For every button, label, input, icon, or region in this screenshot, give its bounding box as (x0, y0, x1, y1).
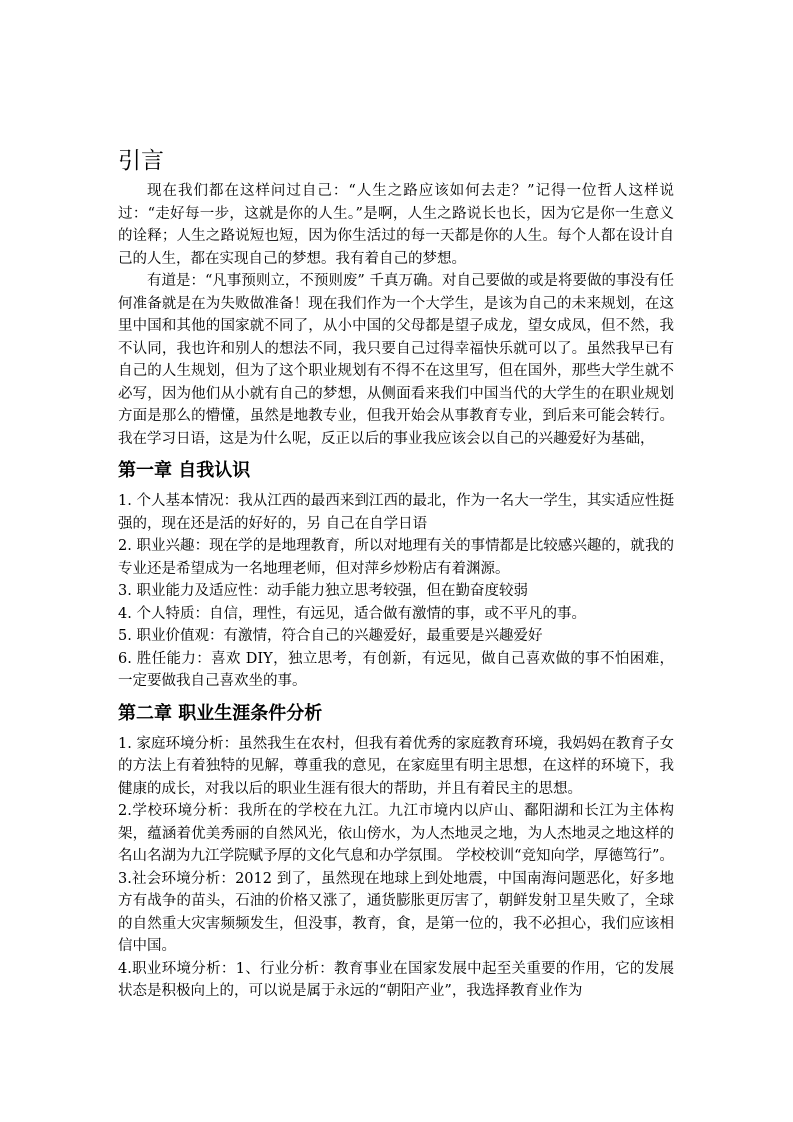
chapter-2-item: 4.职业环境分析：1、行业分析：教育事业在国家发展中起至关重要的作用，它的发展状态是积极向上的，可以说是属于永远的“朝阳产业”，我选择教育业作为 (118, 960, 674, 999)
document-body (118, 146, 674, 1003)
chapter-1-item: 3. 职业能力及适应性：动手能力独立思考较强，但在勤奋度较弱 (118, 583, 528, 599)
chapter-1-item: 2. 职业兴趣：现在学的是地理教育，所以对地理有关的事情都是比较感兴趣的，就我的专业还是希望成为一名地理老师，但对萍乡炒粉店有着渊源。 (118, 538, 674, 577)
chapter-1-heading: 第一章 自我认识 (118, 460, 251, 481)
intro-paragraph: 现在我们都在这样问过自己：“人生之路应该如何去走？”记得一位哲人这样说过：“走好每一步，这就是你的人生。”是啊，人生之路说长也长，因为它是你一生意义的诠释；人生之路说短也短，因为你生活过的每一天都是你的人生。每个人都在设计自己的人生，都在实现自己的梦想。我有着自己的梦想。 (118, 183, 674, 267)
chapter-2-item: 3.社会环境分析：2012 到了，虽然现在地球上到处地震，中国南海问题恶化，好多地方有战争的苗头，石油的价格又涨了，通货膨胀更厉害了，朝鲜发射卫星失败了，全球的自然重大灾害频频发生，但没事，教育，食，是第一位的，我不必担心，我们应该相信中国。 (118, 870, 674, 954)
chapter-2-item: 2.学校环境分析：我所在的学校在九江。九江市境内以庐山、鄱阳湖和长江为主体构架，蕴涵着优美秀丽的自然风光，依山傍水，为人杰地灵之地，为人杰地灵之地这样的名山名湖为九江学院赋予厚的文化气息和办学氛围。 学校校训“竞知向学，厚德笃行”。 (118, 803, 674, 864)
chapter-1-item: 6. 胜任能力：喜欢 DIY，独立思考，有创新，有远见，做自己喜欢做的事不怕困难，一定要做我自己喜欢坐的事。 (118, 650, 674, 689)
intro-paragraph: 有道是：“凡事预则立，不预则废” 千真万确。对自己要做的或是将要做的事没有任何准备就是在为失败做准备！现在我们作为一个大学生，是该为自己的未来规划，在这里中国和其他的国家就不同了，从小中国的父母都是望子成龙，望女成凤，但不然，我不认同，我也许和别人的想法不同，我只要自己过得幸福快乐就可以了。虽然我早已有自己的人生规划，但为了这个职业规划有不得不在这里写，但在国外，那些大学生就不必写，因为他们从小就有自己的梦想，从侧面看来我们中国当代的大学生的在职业规划方面是那么的懵懂，虽然是地教专业，但我开始会从事教育专业，到后来可能会转行。我在学习日语，这是为什么呢，反正以后的事业我应该会以自己的兴趣爱好为基础， (118, 273, 674, 447)
chapter-1-item: 4. 个人特质：自信，理性，有远见，适合做有激情的事，或不平凡的事。 (118, 605, 586, 622)
chapter-2-item: 1. 家庭环境分析：虽然我生在农村，但我有着优秀的家庭教育环境，我妈妈在教育子女的方法上有着独特的见解，尊重我的意见，在家庭里有明主思想，在这样的环境下，我健康的成长，对我以后的职业生涯有很大的帮助，并且有着民主的思想。 (118, 735, 674, 797)
chapter-1-item: 5. 职业价值观：有激情，符合自己的兴趣爱好，最重要是兴趣爱好 (118, 628, 543, 644)
intro-heading: 引言 (118, 148, 164, 174)
chapter-2-heading: 第二章 职业生涯条件分析 (118, 702, 323, 724)
chapter-1-item: 1. 个人基本情况：我从江西的最西来到江西的最北，作为一名大一学生，其实适应性挺强的，现在还是活的好好的，另 自己在自学日语 (118, 493, 674, 532)
